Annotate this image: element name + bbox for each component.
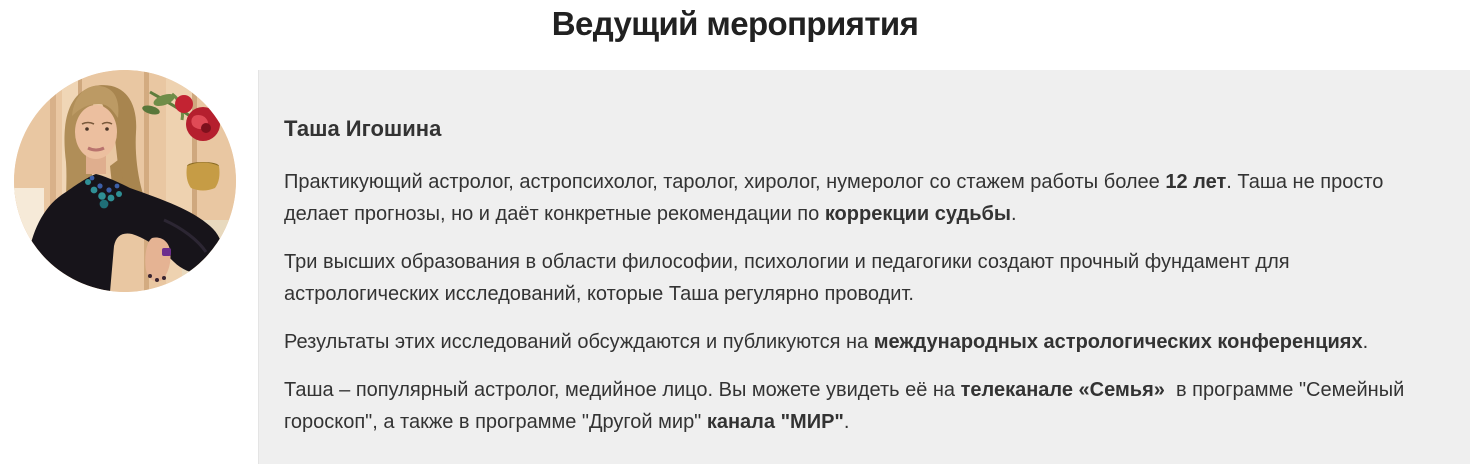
host-photo	[14, 70, 236, 292]
profile-paragraph: Практикующий астролог, астропсихолог, таролог, хиролог, нумеролог со стажем работы более 12 лет. Таша не просто делает прогнозы, но и даёт конкретные рекомендации по коррекции судьбы.	[284, 171, 1389, 225]
host-paragraphs	[284, 166, 1448, 438]
profile-paragraph: Три высших образования в области философии, психологии и педагогики создают прочный фундамент для астрологических исследований, которые Таша регулярно проводит.	[284, 251, 1296, 305]
host-name: Таша Игошина	[284, 116, 442, 141]
profile-paragraph: Таша – популярный астролог, медийное лицо. Вы можете увидеть её на телеканале «Семья» в программе "Семейный гороскоп", а также в программе "Другой мир" канала "МИР".	[284, 379, 1410, 433]
host-bio-panel	[258, 70, 1470, 464]
woman-portrait-icon	[14, 70, 236, 292]
profile-paragraph: Результаты этих исследований обсуждаются и публикуются на международных астрологических конференциях.	[284, 331, 1369, 353]
page-title: Ведущий мероприятия	[551, 5, 919, 42]
